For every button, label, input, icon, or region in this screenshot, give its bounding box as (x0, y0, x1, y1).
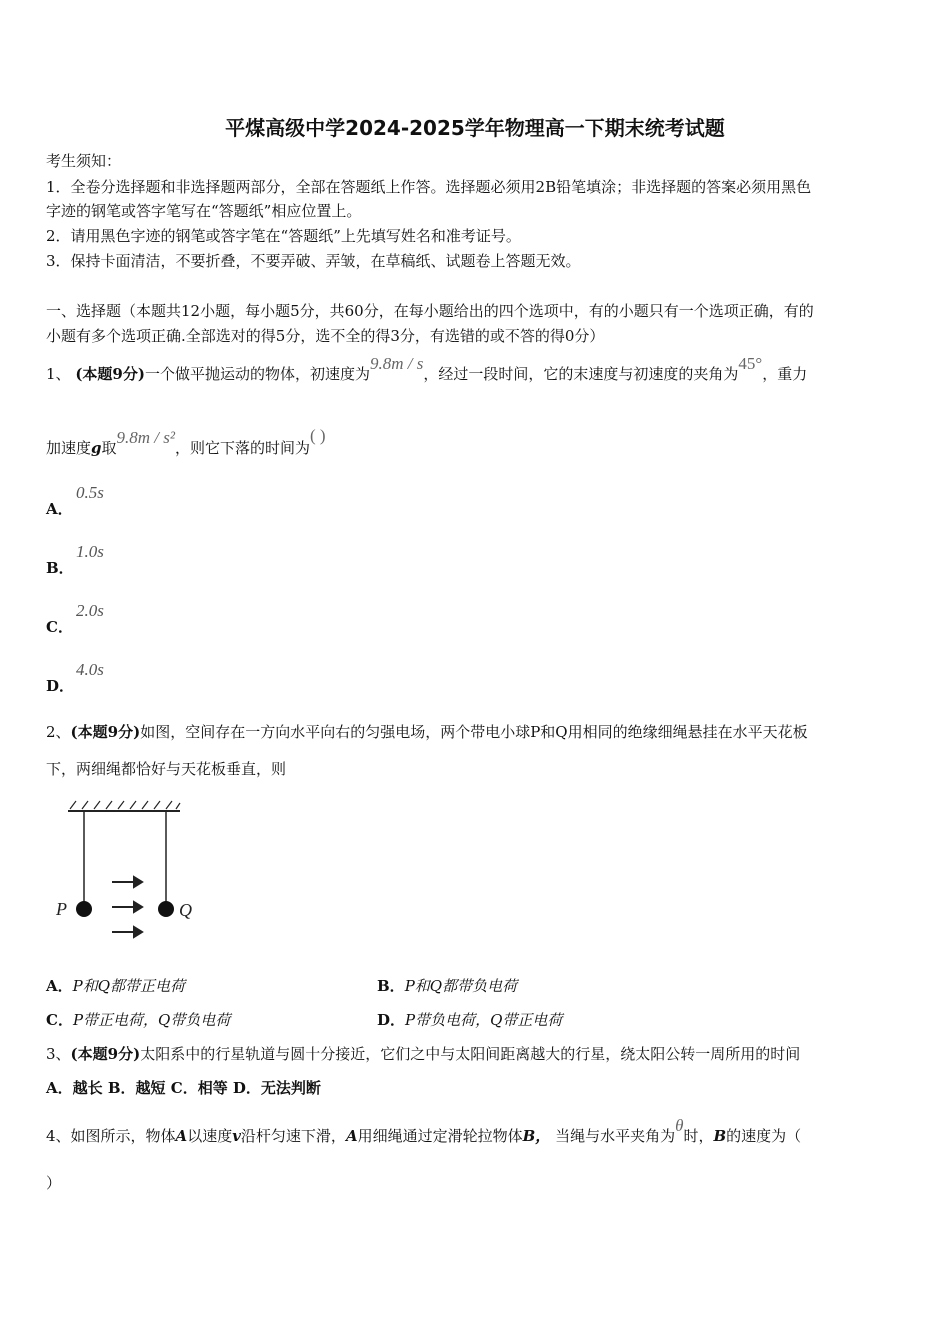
question-tag: (本题9分) (70, 1045, 141, 1063)
notice-item: 2．请用黑色字迹的钢笔或答字笔在“答题纸”上先填写姓名和准考证号。 (46, 227, 521, 245)
q2-option-c[interactable]: C．P带正电荷，Q带负电荷 (46, 1011, 231, 1029)
label-p: P (56, 899, 67, 919)
field-arrows (112, 877, 142, 937)
page-title: 平煤高级中学2024-2025学年物理高一下期末统考试题 (225, 116, 725, 140)
option-d-value: 4.0s (76, 660, 104, 679)
answer-blank: ( ) (310, 426, 326, 445)
question-tag: (本题9分) (75, 365, 145, 383)
option-b-value: 1.0s (76, 542, 104, 561)
theta-symbol: θ (675, 1116, 684, 1135)
initial-velocity: 9.8m / s (369, 354, 424, 373)
q3-options[interactable]: A．越长 B．越短 C．相等 D．无法判断 (46, 1079, 321, 1097)
question-2-line2: 下，两细绳都恰好与天花板垂直，则 (46, 760, 287, 778)
section-heading-line: 一、选择题（本题共12小题，每小题5分，共60分，在每小题给出的四个选项中，有的小题只有一个选项正确，有的 (46, 302, 814, 320)
question-4-close: ） (46, 1174, 62, 1192)
option-c[interactable]: C． (46, 618, 73, 636)
pendulum-figure (50, 795, 210, 945)
option-a[interactable]: A． (46, 500, 73, 518)
question-tag: (本题9分) (70, 723, 141, 741)
ceiling-hatch (68, 801, 180, 811)
option-a-value: 0.5s (76, 483, 104, 502)
question-number: 1、 (46, 365, 71, 383)
gravity-value: 9.8m / s² (116, 428, 175, 447)
question-4: 4、如图所示，物体A以速度v沿杆匀速下滑，A用细绳通过定滑轮拉物体B， 当绳与水平夹角为θ时，B的速度为（ (46, 1116, 802, 1145)
ball-q (158, 901, 174, 917)
question-number: 3、 (46, 1045, 71, 1063)
question-3: 3、(本题9分)太阳系中的行星轨道与圆十分接近，它们之中与太阳间距离越大的行星，绕太阳公转一周所用的时间 (46, 1045, 801, 1063)
q2-option-b[interactable]: B．P和Q都带负电荷 (377, 977, 518, 995)
question-1-line1: 1、 (本题9分)一个做平抛运动的物体，初速度为9.8m / s，经过一段时间，它的末速度与初速度的夹角为45°，重力 (46, 354, 808, 383)
q2-option-a[interactable]: A．P和Q都带正电荷 (46, 977, 186, 995)
option-d[interactable]: D． (46, 677, 75, 695)
option-b[interactable]: B． (46, 559, 74, 577)
notice-item: 字迹的钢笔或答字笔写在“答题纸”相应位置上。 (46, 202, 362, 220)
notice-item: 3．保持卡面清洁，不要折叠，不要弄破、弄皱，在草稿纸、试题卷上答题无效。 (46, 252, 581, 270)
question-1-line2: 加速度g取9.8m / s²，则它下落的时间为( ) (46, 426, 326, 457)
section-heading-line: 小题有多个选项正确.全部选对的得5分，选不全的得3分，有选错的或不答的得0分） (46, 327, 605, 345)
angle-value: 45° (738, 354, 763, 373)
label-q: Q (179, 900, 192, 920)
notice-item: 1．全卷分选择题和非选择题两部分，全部在答题纸上作答。选择题必须用2B铅笔填涂；非选择题的答案必须用黑色 (46, 178, 812, 196)
question-2-line1: 2、(本题9分)如图，空间存在一方向水平向右的匀强电场，两个带电小球P和Q用相同的绝缘细绳悬挂在水平天花板 (46, 723, 808, 741)
option-c-value: 2.0s (76, 601, 104, 620)
question-number: 2、 (46, 723, 71, 741)
notice-heading: 考生须知： (46, 152, 122, 170)
ball-p (76, 901, 92, 917)
q2-option-d[interactable]: D．P带负电荷，Q带正电荷 (377, 1011, 563, 1029)
